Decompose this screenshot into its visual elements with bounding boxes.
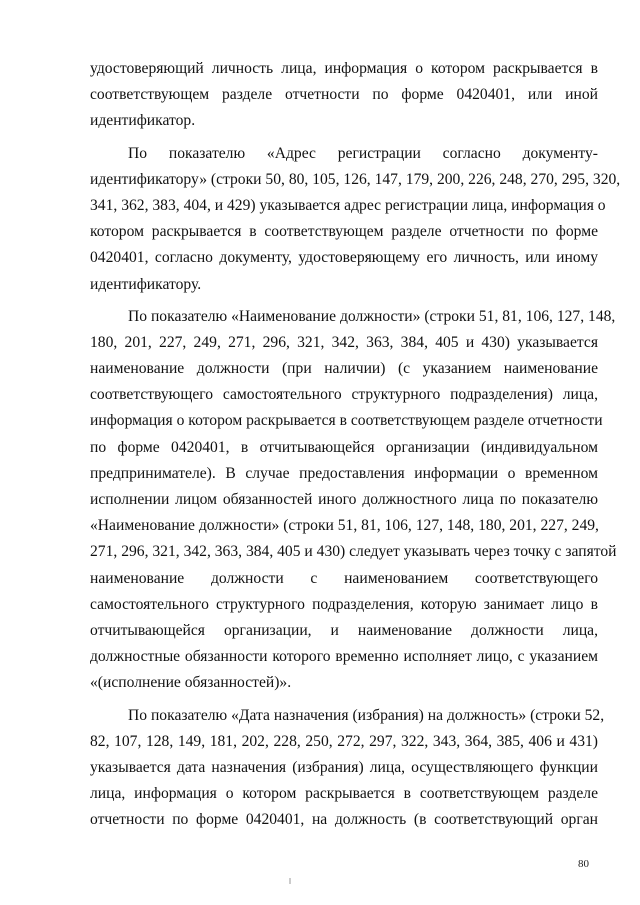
text-line: лица, информация о котором раскрывается в соответствующем разделе (90, 785, 598, 803)
text-line: самостоятельного структурного подразделения, которую занимает лицо в (90, 595, 598, 613)
text-line: идентификатору. (90, 275, 202, 293)
text-line: По показателю «Дата назначения (избрания) на должность» (строки 52, (128, 706, 605, 724)
text-line: предпринимателе). В случае предоставления информации о временном (90, 464, 598, 482)
text-line: 0420401, согласно документу, удостоверяющему его личность, или иному (90, 249, 598, 267)
text-line: исполнении лицом обязанностей иного должностного лица по показателю (90, 491, 598, 508)
text-line: отчетности по форме 0420401, на должность (в соответствующий орган (90, 811, 598, 829)
text-line: котором раскрывается в соответствующем разделе отчетности по форме (90, 223, 598, 241)
text-line: соответствующего самостоятельного структурного подразделения) лица, (90, 386, 598, 404)
body-text (90, 56, 621, 833)
paragraph-1 (90, 56, 598, 135)
text-line: должностные обязанности которого временно исполняет лицо, с указанием (90, 648, 598, 666)
text-line: 271, 296, 321, 342, 363, 384, 405 и 430) следует указывать через точку с запятой (90, 543, 617, 561)
scan-artifact (289, 878, 291, 884)
text-line: идентификатору» (строки 50, 80, 105, 126, 147, 179, 200, 226, 248, 270, 295, 320, (90, 170, 621, 188)
text-line: «Наименование должности» (строки 51, 81, 106, 127, 148, 180, 201, 227, 249, (90, 517, 599, 535)
text-line: наименование должности (при наличии) (с указанием наименование (90, 360, 598, 378)
text-line: по форме 0420401, в отчитывающейся организации (индивидуальном (90, 438, 598, 456)
text-line: указывается дата назначения (избрания) лица, осуществляющего функции (90, 758, 598, 776)
text-line: удостоверяющий личность лица, информация о котором раскрывается в (90, 60, 598, 77)
text-line: 341, 362, 383, 404, и 429) указывается адрес регистрации лица, информация о (90, 196, 606, 214)
text-line: наименование должности с наименованием соответствующего (90, 569, 598, 587)
paragraph-3 (90, 304, 617, 697)
text-line: соответствующем разделе отчетности по форме 0420401, или иной (90, 86, 598, 104)
text-line: информация о котором раскрывается в соответствующем разделе отчетности (90, 412, 603, 430)
paragraph-2 (90, 141, 621, 298)
text-line: По показателю «Адрес регистрации согласно документу- (128, 144, 598, 162)
text-line: 180, 201, 227, 249, 271, 296, 321, 342, 363, 384, 405 и 430) указывается (90, 333, 598, 351)
page-number: 80 (578, 858, 589, 870)
text-line: идентификатор. (90, 112, 196, 130)
text-line: 82, 107, 128, 149, 181, 202, 228, 250, 272, 297, 322, 343, 364, 385, 406 и 431) (90, 732, 598, 750)
paragraph-4 (90, 703, 605, 834)
text-line: «(исполнение обязанностей)». (90, 674, 292, 692)
text-line: По показателю «Наименование должности» (строки 51, 81, 106, 127, 148, (128, 307, 616, 325)
text-line: отчитывающейся организации, и наименование должности лица, (90, 621, 598, 639)
